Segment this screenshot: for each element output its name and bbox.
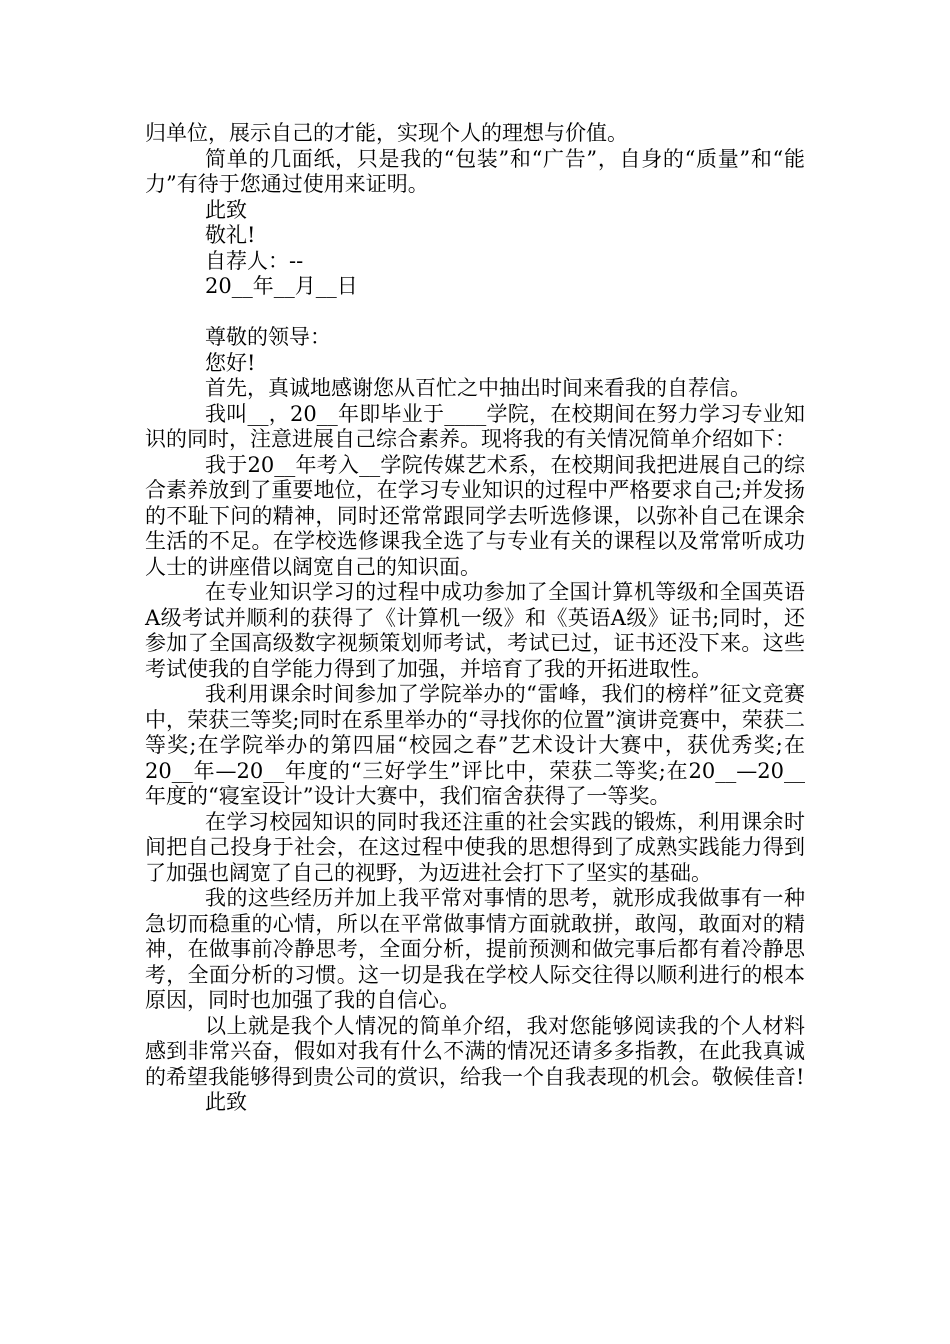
greeting-leader: 尊敬的领导： bbox=[205, 325, 331, 349]
paragraph-closing-line: 归单位，展示自己的才能，实现个人的理想与价值。 bbox=[145, 121, 628, 145]
salutation-cizhi: 此致 bbox=[205, 197, 247, 222]
paragraph-awards: 我利用课余时间参加了学院举办的“雷峰，我们的榜样”征文竞赛中，荣获三等奖;同时在系里举办的“寻找你的位置”演讲竞赛中，荣获二等奖;在学院举办的第四届“校园之春”艺术设计大赛中，获优秀奖;在20__年—20__年度的“三好学生”评比中，荣获二等奖;在20__—20__年度的“寝室设计”设计大赛中，我们宿舍获得了一等奖。 bbox=[145, 682, 805, 808]
salutation-cizhi-final: 此致 bbox=[205, 1090, 247, 1114]
signature-date: 20__年__月__日 bbox=[205, 274, 358, 298]
letter-body bbox=[145, 121, 805, 1116]
paragraph-character: 我的这些经历并加上我平常对事情的思考，就形成我做事有一种急切而稳重的心情，所以在平常做事情方面就敢拼，敢闯，敢面对的精神，在做事前冷静思考，全面分析，提前预测和做完事后都有着冷静思考，全面分析的习惯。这一切是我在学校人际交往得以顺利进行的根本原因，同时也加强了我的自信心。 bbox=[145, 886, 805, 1012]
greeting-hello: 您好! bbox=[205, 350, 256, 375]
paragraph-intro: 我叫__，20__年即毕业于____学院，在校期间在努力学习专业知识的同时，注意进展自己综合素养。现将我的有关情况简单介绍如下： bbox=[145, 401, 805, 451]
paragraph-thanks: 首先，真诚地感谢您从百忙之中抽出时间来看我的自荐信。 bbox=[205, 376, 751, 400]
paragraph-conclusion: 以上就是我个人情况的简单介绍，我对您能够阅读我的个人材料感到非常兴奋，假如对我有什么不满的情况还请多多指教，在此我真诚的希望我能够得到贵公司的赏识，给我一个自我表现的机会。敬候佳音! bbox=[145, 1013, 805, 1089]
paragraph-study: 我于20__年考入__学院传媒艺术系，在校期间我把进展自己的综合素养放到了重要地位，在学习专业知识的过程中严格要求自己;并发扬的不耻下问的精神，同时还常常跟同学去听选修课，以弥补自己在课余生活的不足。在学校选修课我全选了与专业有关的课程以及常常听成功人士的讲座借以阔宽自己的知识面。 bbox=[145, 452, 805, 579]
paragraph-practice: 在学习校园知识的同时我还注重的社会实践的锻炼，利用课余时间把自己投身于社会，在这过程中使我的思想得到了成熟实践能力得到了加强也阔宽了自己的视野，为迈进社会打下了坚实的基础。 bbox=[145, 809, 805, 885]
paragraph-packaging: 简单的几面纸，只是我的“包装”和“广告”，自身的“质量”和“能力”有待于您通过使用来证明。 bbox=[145, 146, 805, 196]
salutation-jingli: 敬礼! bbox=[205, 223, 256, 247]
blank-line bbox=[145, 300, 805, 326]
paragraph-certificates: 在专业知识学习的过程中成功参加了全国计算机等级和全国英语A级考试并顺利的获得了《计算机一级》和《英语A级》证书;同时，还参加了全国高级数字视频策划师考试，考试已过，证书还没下来。这些考试使我的自学能力得到了加强，并培育了我的开拓进取性。 bbox=[145, 580, 805, 681]
signature-recommender: 自荐人：-- bbox=[205, 248, 304, 273]
